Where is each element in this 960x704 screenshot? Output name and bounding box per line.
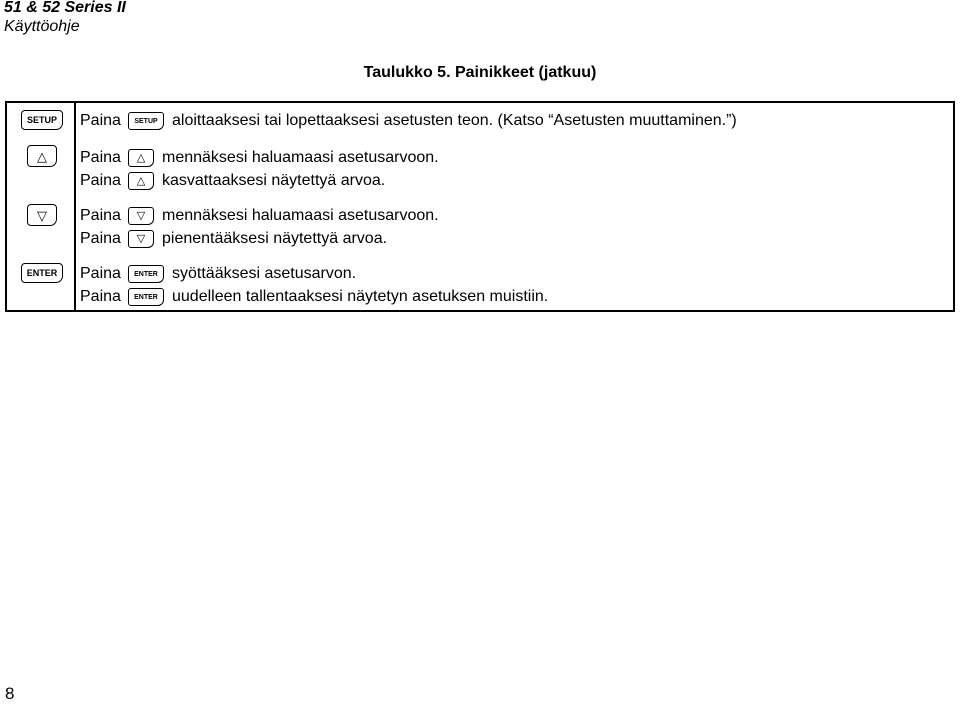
inline-setup-key-icon: SETUP [128, 112, 164, 130]
row-text: syöttääksesi asetusarvon. [172, 265, 357, 282]
paina-label: Paina [80, 149, 121, 166]
row-down-line-2 [80, 229, 387, 249]
inline-down-arrow-key-icon: ▽ [128, 207, 154, 225]
paina-label: Paina [80, 265, 121, 282]
row-down-line-1 [80, 206, 439, 226]
up-arrow-key-icon: △ [27, 145, 57, 167]
table-caption: Taulukko 5. Painikkeet (jatkuu) [363, 64, 597, 81]
page-number: 8 [5, 684, 15, 703]
inline-enter-key-icon: ENTER [128, 288, 164, 306]
document-header [4, 0, 126, 36]
inline-up-arrow-key-icon: △ [128, 149, 154, 167]
row-setup-line-1 [80, 111, 737, 131]
inline-enter-key-icon: ENTER [128, 265, 164, 283]
row-up-line-2 [80, 171, 385, 191]
document-subtitle: Käyttöohje [4, 18, 80, 35]
series-title: 51 & 52 Series II [4, 0, 126, 16]
row-text: pienentääksesi näytettyä arvoa. [162, 230, 388, 247]
row-enter-line-2 [80, 287, 548, 307]
row-text: uudelleen tallentaaksesi näytetyn asetuksen muistiin. [172, 288, 549, 305]
row-text: mennäksesi haluamaasi asetusarvoon. [162, 149, 439, 166]
row-enter-line-1 [80, 264, 356, 284]
paina-label: Paina [80, 172, 121, 189]
row-up-line-1 [80, 148, 439, 168]
enter-key-icon: ENTER [21, 263, 63, 283]
setup-key-icon: SETUP [21, 110, 63, 130]
paina-label: Paina [80, 230, 121, 247]
down-arrow-key-icon: ▽ [27, 204, 57, 226]
row-text: kasvattaaksesi näytettyä arvoa. [162, 172, 386, 189]
inline-up-arrow-key-icon: △ [128, 172, 154, 190]
paina-label: Paina [80, 288, 121, 305]
key-table [5, 101, 955, 312]
row-text: mennäksesi haluamaasi asetusarvoon. [162, 207, 439, 224]
paina-label: Paina [80, 207, 121, 224]
inline-down-arrow-key-icon: ▽ [128, 230, 154, 248]
column-separator [74, 103, 76, 310]
paina-label: Paina [80, 112, 121, 129]
row-text: aloittaaksesi tai lopettaaksesi asetusten teon. (Katso “Asetusten muuttaminen.”) [172, 112, 737, 129]
